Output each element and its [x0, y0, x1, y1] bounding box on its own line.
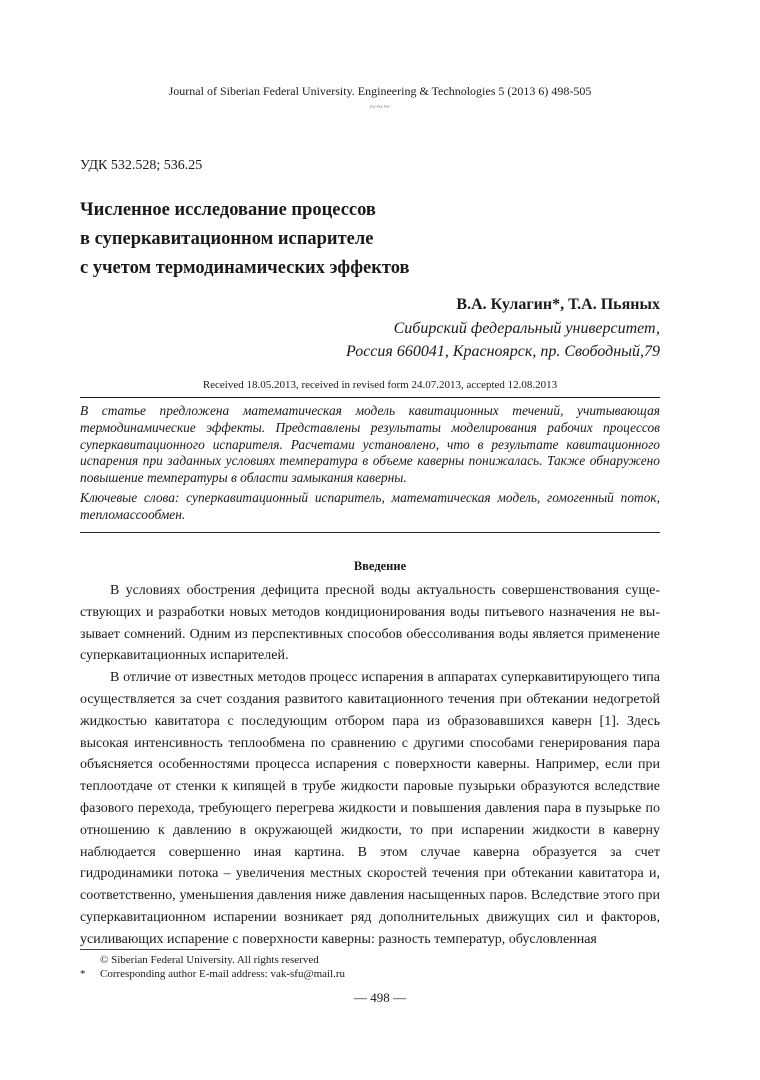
- authors: В.А. Кулагин*, Т.А. Пьяных: [456, 296, 660, 313]
- body-text: [80, 580, 660, 951]
- footnote-mark: [80, 953, 100, 967]
- abstract-top-rule: [80, 397, 660, 398]
- affiliation-line: Сибирский федеральный университет,: [393, 320, 660, 337]
- title-line: Численное исследование процессов: [80, 200, 376, 220]
- section-heading: Введение: [353, 559, 407, 573]
- abstract-bottom-rule: [80, 532, 660, 533]
- udc-code: УДК 532.528; 536.25: [80, 158, 203, 173]
- received-dates: Received 18.05.2013, received in revised form 24.07.2013, accepted 12.08.2013: [202, 379, 558, 391]
- title-line: в суперкавитационном испарителе: [80, 229, 374, 249]
- affiliation: [346, 317, 660, 363]
- footnote-text: © Siberian Federal University. All rights reserved: [100, 954, 319, 966]
- keywords: Ключевые слова: суперкавитационный испаритель, математическая модель, гомогенный поток, тепломассообмен.: [80, 490, 660, 522]
- body-paragraph: В отличие от известных методов процесс испарения в аппаратах суперкавитирующего типа осуществляется за счет создания развитого кавитационного течения при обтекании недогретой жидкостью кавитатора с последующим отбором пара из образовавшихся каверн [1]. Здесь высокая интенсивность теплообмена по сравнению с другими способами генерирования пара объясняется особенностями процесса испарения с поверхности каверны. Например, если при теплоотдаче от стенки к кипящей в трубе жидкости паровые пузырьки образуются вследствие фазового перехода, требующего перегрева жидкости и повышения давления пара в пузырьке по отношению к давлению в окружающей жидкости, то при испарении жидкости в каверну наблюдается совершенно иная картина. В этом случае каверна образуется за счет гидродинамики потока – увеличения местных скоростей течения при обтекании кавитатора и, соответственно, уменьшения давления ниже давления насыщенных паров. Вследствие этого при суперкавитационном испарении возникает ряд дополнительных движущих сил и факторов, усиливающих испарение с поверхности каверны: разность температур, обусловленная: [80, 670, 660, 947]
- footnote-rule: [80, 949, 220, 950]
- affiliation-line: Россия 660041, Красноярск, пр. Свободный,79: [346, 343, 660, 360]
- header-ornament: ~~~: [369, 101, 391, 113]
- paper-title: [80, 196, 640, 283]
- footnotes: [80, 953, 345, 981]
- title-line: с учетом термодинамических эффектов: [80, 258, 410, 278]
- journal-header: Journal of Siberian Federal University. Engineering & Technologies 5 (2013 6) 498-505: [168, 84, 592, 98]
- footnote-text: Corresponding author E-mail address: vak-sfu@mail.ru: [100, 968, 346, 980]
- footnote-mark: *: [80, 968, 86, 980]
- footnote-corresponding: [80, 967, 345, 981]
- footnote-copyright: [80, 953, 345, 967]
- page-number: — 498 —: [354, 990, 406, 1005]
- abstract: В статье предложена математическая модель кавитационных течений, учитывающая термодинамические эффекты. Представлены результаты моделирования рабочих процессов суперкавитационного испарителя. Расчетами установлено, что в результате кавитационного испарения при заданных условиях температура в объеме каверны понижалась. Также обнаружено повышение температуры в области замыкания каверны.: [80, 403, 660, 486]
- body-paragraph: В условиях обострения дефицита пресной воды актуальность совершенствования существующих и разработки новых методов кондиционирования воды питьевого назначения не вызывает сомнений. Одним из перспективных способов обессоливания воды является применение суперкавитационных испарителей.: [80, 583, 660, 664]
